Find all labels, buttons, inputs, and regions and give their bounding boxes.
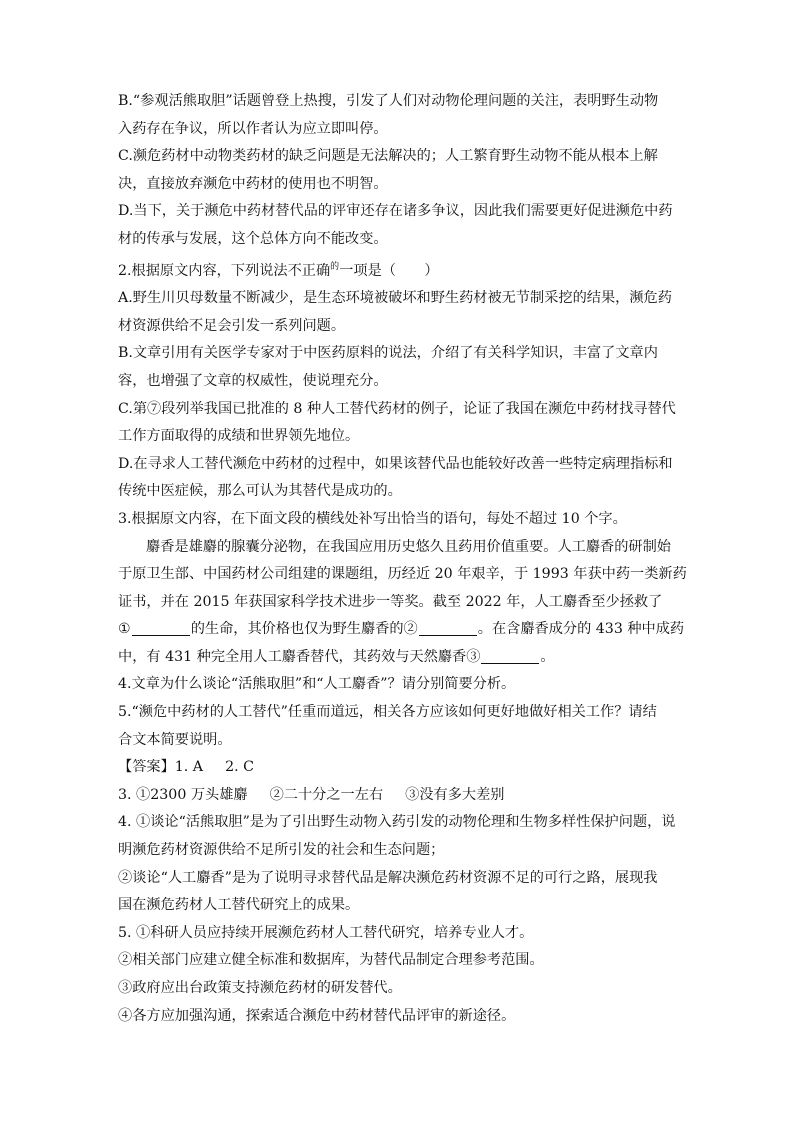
answer-5-line-1: 5. ①科研人员应持续开展濒危药材人工替代研究，培养专业人才。 [118,924,534,941]
answer-3-part-3: ③没有多大差别 [405,786,505,803]
q1-option-c-line-1: C.濒危药材中动物类药材的缺乏问题是无法解决的；人工繁育野生动物不能从根本上解 [118,148,658,165]
q1-option-b-line-1: B.“参观活熊取胆”话题曾登上热搜，引发了人们对动物伦理问题的关注，表明野生动物 [118,93,659,109]
answer-label: 【答案】 [118,759,175,776]
q2-option-a-line-2: 材资源供给不足会引发一系列问题。 [118,317,346,334]
q3-passage-text: 的生命，其价格也仅为野生麝香的② [190,621,418,638]
blank-1-marker: ① [118,621,131,638]
document-page [118,88,687,1030]
q1-option-d-line-2: 材的传承与发展，这个总体方向不能改变。 [118,230,388,247]
answer-2: 2. C [225,759,254,776]
answer-4-line-1: 4. ①谈论“活熊取胆”是为了引出野生动物入药引发的动物伦理和生物多样性保护问题，说 [118,814,676,831]
q5-stem-line-1: 5.“濒危中药材的人工替代”任重而道远，相关各方应该如何更好地做好相关工作？请结 [118,704,657,721]
q2-option-c-line-2: 工作方面取得的成绩和世界领先地位。 [118,428,360,445]
q3-passage-line-2: 于原卫生部、中国药材公司组建的课题组，历经近 20 年艰辛，于 1993 年获中药一类新药 [118,566,687,583]
q3-passage-text: 。在含麝香成分的 433 种中成药 [477,621,685,638]
answer-1: 1. A [174,759,204,776]
answer-4-line-2: 明濒危药材资源供给不足所引发的社会和生态问题； [118,842,445,859]
answer-4-line-4: 国在濒危药材人工替代研究上的成果。 [118,897,360,914]
q1-option-c-line-2: 决，直接放弃濒危中药材的使用也不明智。 [118,175,388,192]
blank-1 [132,620,190,636]
answer-4-line-3: ②谈论“人工麝香”是为了说明寻求替代品是解决濒危药材资源不足的可行之路，展现我 [118,869,658,886]
q2-option-d-line-2: 传统中医症候，那么可认为其替代是成功的。 [118,483,402,500]
answer-5-line-4: ④各方应加强沟通，探索适合濒危中药材替代品评审的新途径。 [118,1007,516,1024]
answer-5-line-3: ③政府应出台政策支持濒危药材的研发替代。 [118,980,402,996]
q5-stem-line-2: 合文本简要说明。 [118,731,232,748]
q2-option-b-line-2: 容，也增强了文章的权威性，使说理充分。 [118,372,388,389]
q2-stem [118,254,678,286]
q1-option-d-line-1: D.当下，关于濒危中药材替代品的评审还存在诸多争议，因此我们需要更好促进濒危中药 [118,203,673,220]
q3-passage-line-4 [118,616,685,644]
q3-passage-text: 。 [540,648,555,665]
q3-passage-text: 中，有 431 种完全用人工麝香替代，其药效与天然麝香③ [118,648,481,665]
q3-passage-line-5 [118,644,678,672]
answer-3-part-2: ②二十分之一左右 [269,786,384,803]
q2-stem-part-a: 2.根据原文内容，下列说法不正确 [118,262,331,279]
q3-passage-line-3: 证书，并在 2015 年获国家科学技术进步一等奖。截至 2022 年，人工麝香至少拯救了 [118,593,663,610]
blank-2 [419,620,477,636]
q2-option-b-line-1: B.文章引用有关医学专家对于中医药原料的说法，介绍了有关科学知识，丰富了文章内 [118,345,658,362]
q2-option-d-line-1: D.在寻求人工替代濒危中药材的过程中，如果该替代品也能较好改善一些特定病理指标和 [118,455,673,472]
q2-stem-superscript: 的 [330,261,340,272]
q4-stem: 4.文章为什么谈论“活熊取胆”和“人工麝香”？请分别简要分析。 [118,676,516,693]
answer-3-line [118,782,678,810]
q1-option-b-line-2: 入药存在争议，所以作者认为应立即叫停。 [118,120,388,137]
q2-option-c-line-1: C.第⑦段列举我国已批准的 8 种人工替代药材的例子，论证了我国在濒危中药材找寻替代 [118,400,676,417]
q2-option-a-line-1: A.野生川贝母数量不断减少，是生态环境被破坏和野生药材被无节制采挖的结果，濒危药 [118,290,672,307]
answer-line-1 [118,754,678,782]
q2-stem-part-b: 一项是（ ） [339,262,439,279]
q3-stem: 3.根据原文内容，在下面文段的横线处补写出恰当的语句，每处不超过 10 个字。 [118,510,627,527]
q3-passage-line-1: 麝香是雄麝的腺囊分泌物，在我国应用历史悠久且药用价值重要。人工麝香的研制始 [146,538,671,555]
answer-5-line-2: ②相关部门应建立健全标准和数据库，为替代品制定合理参考范围。 [118,952,544,969]
blank-3 [481,648,539,664]
answer-3-part-1: 3. ①2300 万头雄麝 [118,786,248,803]
